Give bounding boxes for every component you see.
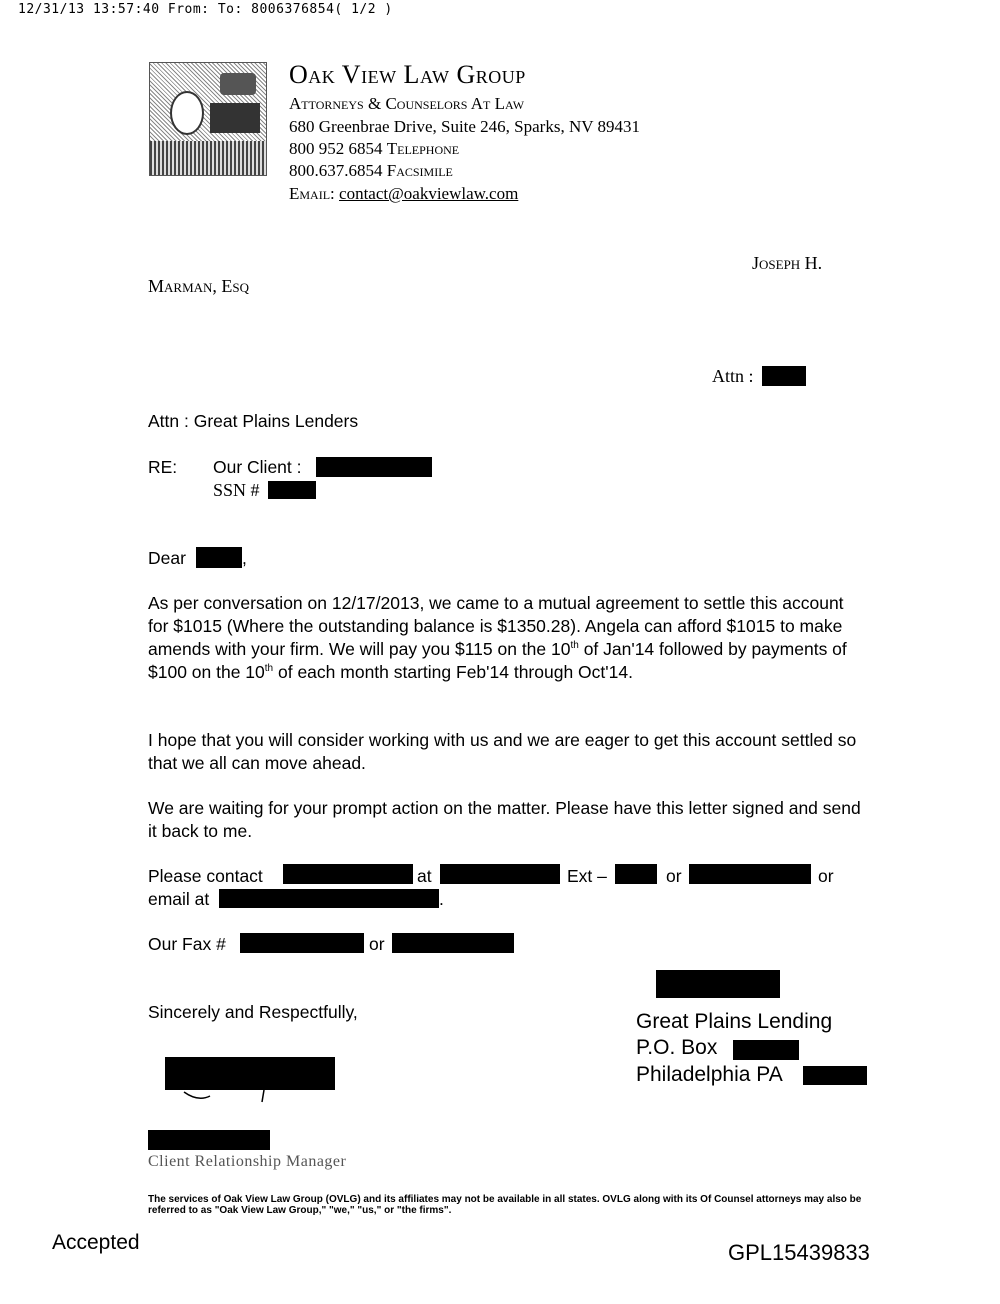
redaction-box (615, 864, 657, 884)
lender-name: Great Plains Lending (636, 1010, 833, 1033)
contact-label: Please contact (148, 866, 263, 886)
signature-stroke (180, 1086, 280, 1106)
closing: Sincerely and Respectfully, (148, 1002, 358, 1022)
paragraph-action: We are waiting for your prompt action on the matter. Please have this letter signed and send it back to me. (148, 798, 861, 841)
redaction-box (656, 970, 780, 998)
paragraph-settlement: As per conversation on 12/17/2013, we came to a mutual agreement to settle this account for $1015 (Where the outstanding balance is $1350.28). Angela can afford $1015 to make amends with your firm. We will pay you $115 on the 10th of Jan'14 followed by payments of $100 on the 10th of each month starting Feb'14 through Oct'14. (148, 593, 847, 682)
scales-of-justice-photo-icon (149, 62, 267, 176)
firm-name: Oak View Law Group (289, 60, 526, 89)
redaction-box (283, 864, 413, 884)
attorney-first-name: Joseph H. (752, 253, 823, 273)
attn-recipient: Attn : Great Plains Lenders (148, 411, 359, 431)
fax-header: 12/31/13 13:57:40 From: To: 8006376854( 1/2 ) (18, 2, 393, 17)
redaction-box (219, 889, 439, 908)
firm-email (289, 184, 518, 204)
salutation: Dear (148, 548, 186, 568)
re-ssn-label: SSN # (213, 480, 260, 500)
telephone-label: Telephone (386, 139, 460, 158)
lender-po-box: P.O. Box (636, 1036, 718, 1059)
lender-city: Philadelphia PA (636, 1063, 783, 1086)
firm-address: 680 Greenbrae Drive, Suite 246, Sparks, NV 89431 (289, 117, 640, 136)
footer-disclaimer: The services of Oak View Law Group (OVLG) and its affiliates may not be available in all states. OVLG along with its Of Counsel attorneys may also be referred to as "Oak View Law Group," "we," "us," or "the firms". (148, 1194, 862, 1216)
redaction-box (733, 1040, 799, 1060)
contact-or-2: or (818, 866, 834, 886)
document-id: GPL15439833 (728, 1240, 870, 1265)
firm-tagline: Attorneys & Counselors At Law (289, 94, 525, 113)
contact-email-label: email at (148, 889, 210, 909)
redaction-box (240, 933, 364, 953)
firm-fax (289, 161, 453, 181)
redaction-box (268, 481, 316, 499)
attn-top-label: Attn : (712, 366, 754, 386)
redaction-box (148, 1130, 270, 1150)
contact-ext: Ext – (567, 866, 607, 886)
telephone-number: 800 952 6854 (289, 139, 383, 158)
redaction-box (196, 547, 242, 568)
redaction-box (316, 457, 432, 477)
accepted-stamp: Accepted (52, 1231, 140, 1254)
signer-title: Client Relationship Manager (148, 1153, 347, 1170)
email-label: Email: (289, 184, 335, 203)
fax-label: Facsimile (386, 161, 453, 180)
fax-line-or: or (369, 934, 385, 954)
salutation-comma: , (242, 548, 247, 568)
redaction-box (762, 366, 806, 386)
contact-period: . (439, 889, 444, 909)
fax-number: 800.637.6854 (289, 161, 383, 180)
paragraph-hope: I hope that you will consider working with us and we are eager to get this account settled so that we all can move ahead. (148, 730, 857, 773)
redaction-box (392, 933, 514, 953)
re-label: RE: (148, 457, 178, 477)
contact-at: at (417, 866, 432, 886)
email-link[interactable]: contact@oakviewlaw.com (339, 184, 519, 203)
fax-line-label: Our Fax # (148, 934, 226, 954)
redaction-box (803, 1066, 867, 1085)
redaction-box (689, 864, 811, 884)
firm-telephone (289, 139, 459, 159)
re-client-label: Our Client : (213, 457, 302, 477)
redaction-box (440, 864, 560, 884)
contact-or-1: or (666, 866, 682, 886)
attorney-last-name: Marman, Esq (148, 276, 250, 296)
